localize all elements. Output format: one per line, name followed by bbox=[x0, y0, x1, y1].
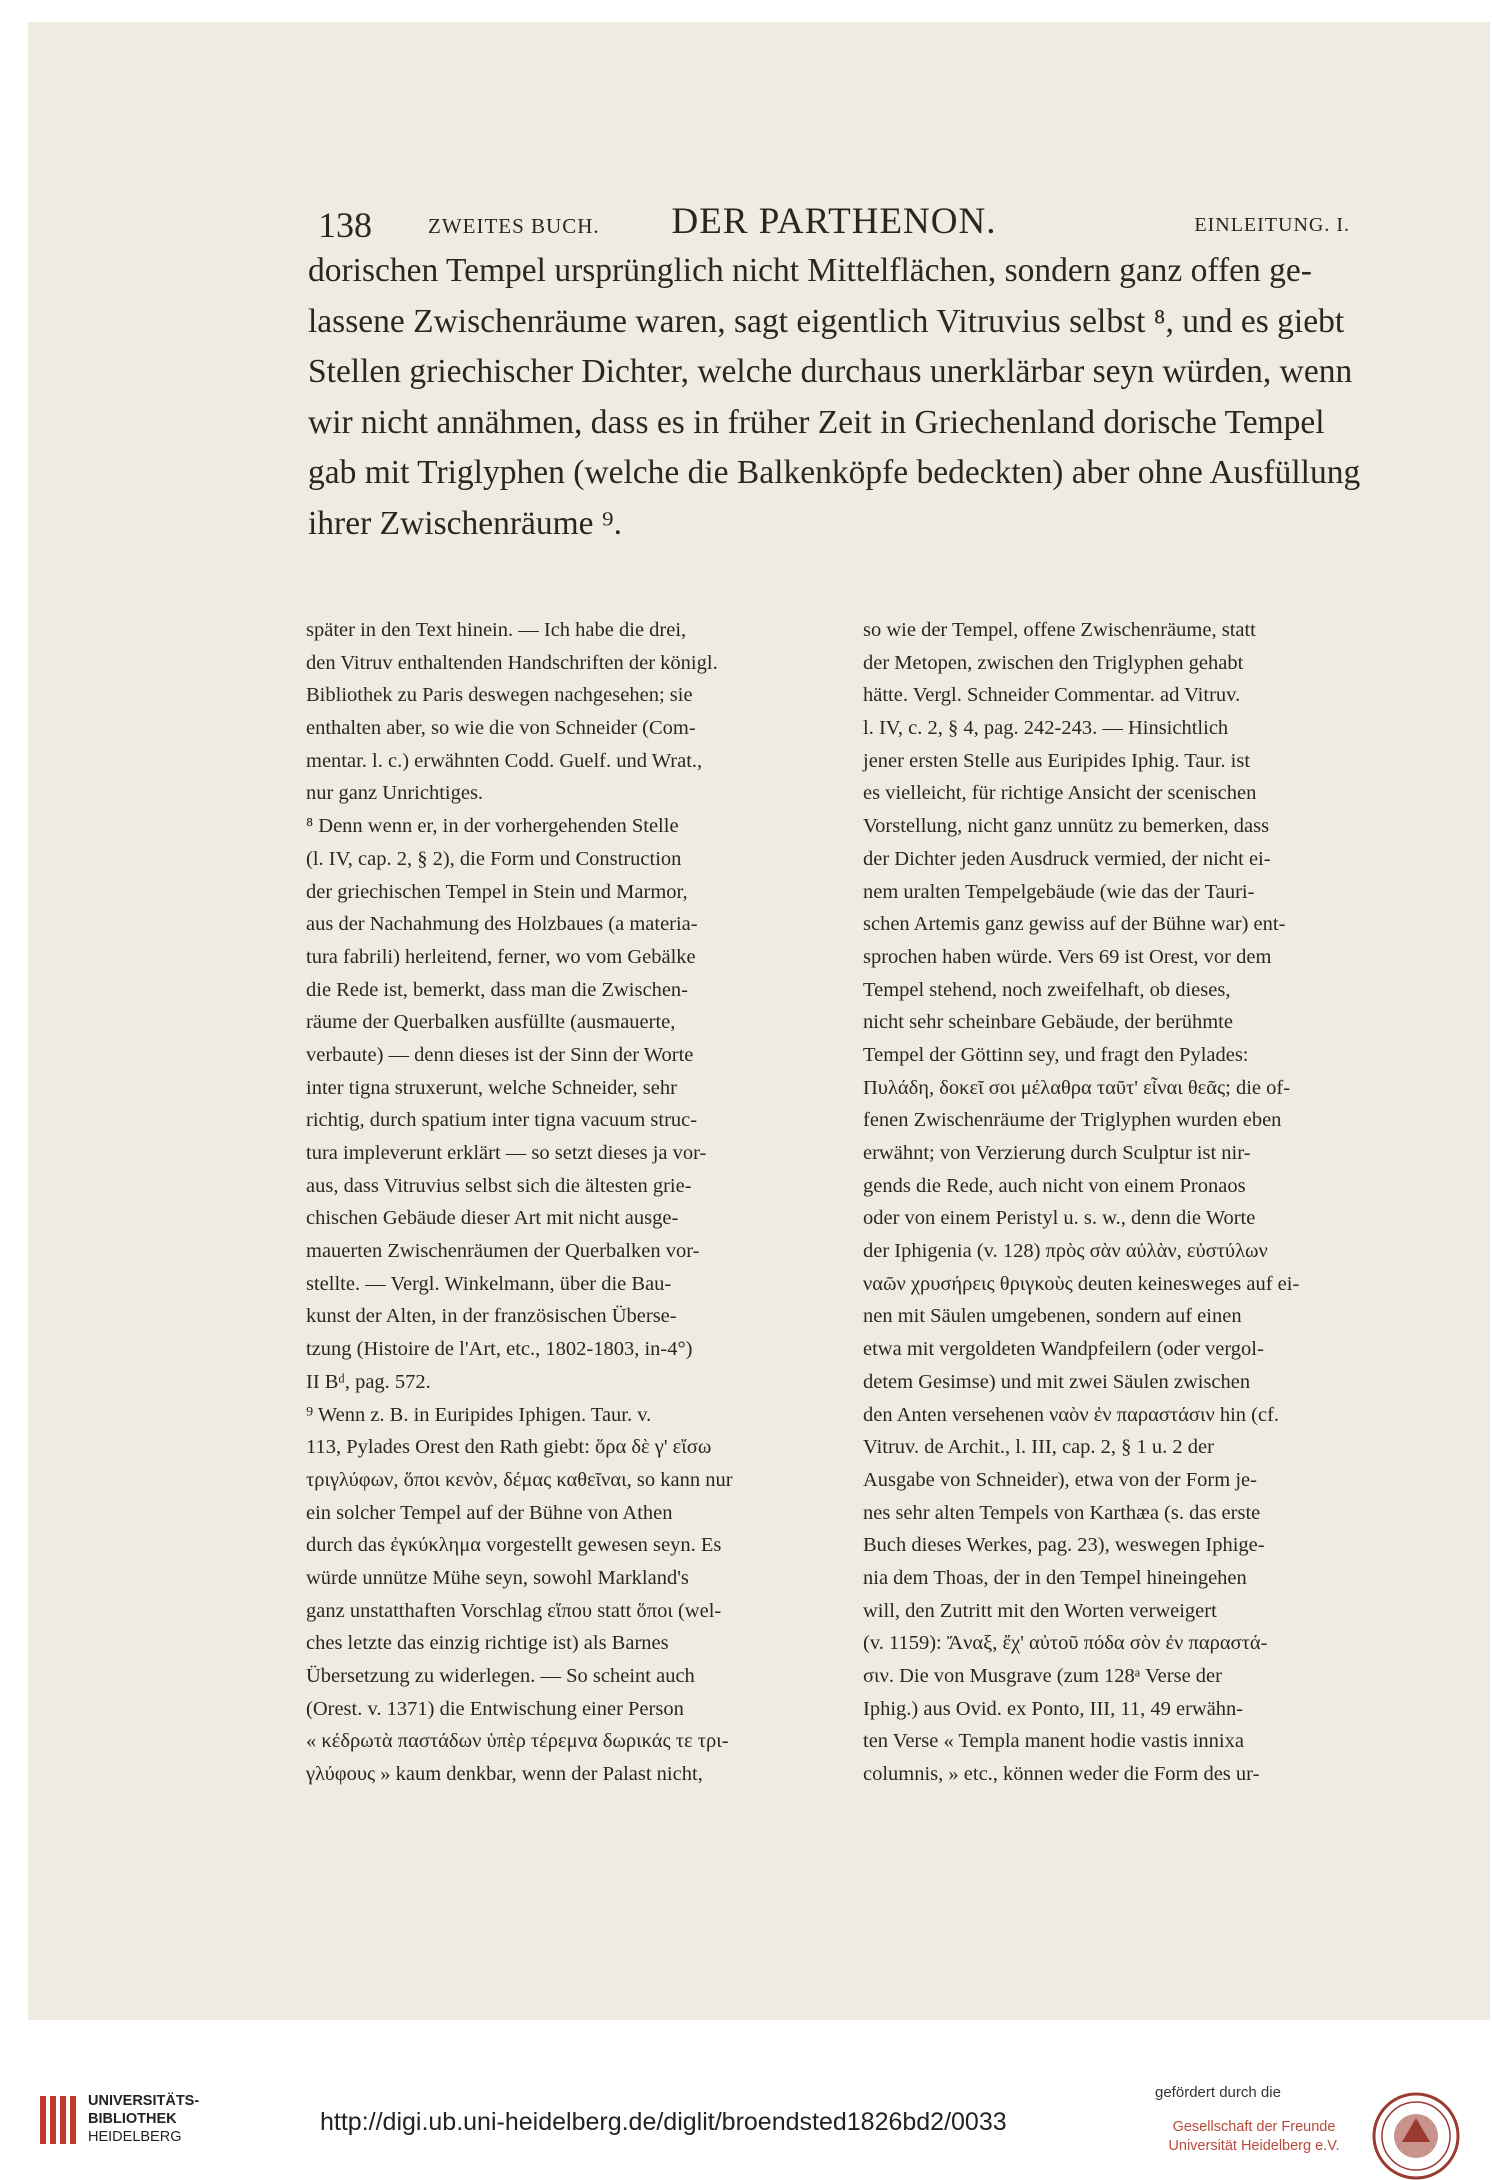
footnote-line: will, den Zutritt mit den Worten verweigert bbox=[863, 1599, 1217, 1622]
footnote-line: Übersetzung zu widerlegen. — So scheint auch bbox=[306, 1665, 695, 1687]
footnote-line: Bibliothek zu Paris deswegen nachgesehen; sie bbox=[306, 684, 693, 707]
footnote-line: Vorstellung, nicht ganz unnütz zu bemerken, dass bbox=[863, 815, 1270, 838]
footnote-line: « κέδρωτὰ παστάδων ὑπὲρ τέρεμνα δωρικάς τε τρι- bbox=[306, 1730, 729, 1753]
footnote-line: nicht sehr scheinbare Gebäude, der berühmte bbox=[863, 1011, 1233, 1034]
footnote-line: inter tigna struxerunt, welche Schneider, sehr bbox=[306, 1076, 677, 1099]
footnote-line: würde unnütze Mühe seyn, sowohl Markland's bbox=[306, 1566, 689, 1589]
footnote-line: kunst der Alten, in der französischen Überse- bbox=[306, 1305, 677, 1328]
footnote-line: γλύφους » kaum denkbar, wenn der Palast nicht, bbox=[306, 1763, 703, 1786]
footnote-line: Vitruv. de Archit., l. III, cap. 2, § 1 u. 2 der bbox=[863, 1436, 1214, 1459]
footnote-line: oder von einem Peristyl u. s. w., denn die Worte bbox=[863, 1207, 1256, 1230]
footnote-line: gends die Rede, auch nicht von einem Pronaos bbox=[863, 1174, 1246, 1197]
footnote-line: (l. IV, cap. 2, § 2), die Form und Construction bbox=[306, 847, 682, 870]
footnote-line: später in den Text hinein. — Ich habe die drei, bbox=[306, 619, 687, 641]
footnote-line: sprochen haben würde. Vers 69 ist Orest, vor dem bbox=[863, 945, 1272, 968]
sponsor-label: gefördert durch die bbox=[1155, 2084, 1281, 2101]
footnote-line: der Metopen, zwischen den Triglyphen gehabt bbox=[863, 651, 1244, 674]
footnote-line: columnis, » etc., können weder die Form des ur- bbox=[863, 1763, 1260, 1786]
text-line: dorischen Tempel ursprünglich nicht Mittelflächen, sondern ganz offen ge- bbox=[308, 252, 1312, 289]
footnote-line: tura fabrili) herleitend, ferner, wo vom Gebälke bbox=[306, 945, 696, 968]
footnote-line: ein solcher Tempel auf der Bühne von Athen bbox=[306, 1501, 673, 1524]
footnote-line: die Rede ist, bemerkt, dass man die Zwischen- bbox=[306, 978, 688, 1001]
footnote-line: etwa mit vergoldeten Wandpfeilern (oder vergol- bbox=[863, 1338, 1264, 1361]
footnote-line: ches letzte das einzig richtige ist) als Barnes bbox=[306, 1632, 669, 1655]
footnote-line: τριγλύφων, ὅποι κενὸν, δέμας καθεῖναι, so kann nur bbox=[306, 1468, 733, 1491]
footnote-line: Πυλάδη, δοκεῖ σοι μέλαθρα ταῦτ' εἶναι θεᾶς; die of- bbox=[863, 1076, 1291, 1099]
footnote-line: den Anten versehenen ναὸν ἐν παραστάσιν hin (cf. bbox=[863, 1403, 1280, 1426]
footnote-line: (v. 1159): Ἄναξ, ἔχ' αὐτοῦ πόδα σὸν ἐν παραστά- bbox=[863, 1632, 1268, 1655]
permalink-url[interactable]: http://digi.ub.uni-heidelberg.de/diglit/broendsted1826bd2/0033 bbox=[320, 2108, 1007, 2136]
footnotes-right-column bbox=[863, 614, 1378, 1791]
library-logo-icon bbox=[36, 2092, 80, 2148]
footnote-line: Tempel der Göttinn sey, und fragt den Pylades: bbox=[863, 1043, 1249, 1066]
footnote-line: l. IV, c. 2, § 4, pag. 242-243. — Hinsichtlich bbox=[863, 717, 1229, 740]
footnote-line: der Iphigenia (v. 128) πρὸς σὰν αὐλὰν, εὐστύλων bbox=[863, 1240, 1268, 1263]
footer-bar bbox=[0, 2064, 1492, 2180]
footnote-line: jener ersten Stelle aus Euripides Iphig. Taur. ist bbox=[863, 749, 1251, 772]
footnote-line: so wie der Tempel, offene Zwischenräume, statt bbox=[863, 619, 1256, 641]
footnote-line: erwähnt; von Verzierung durch Sculptur ist nir- bbox=[863, 1142, 1251, 1164]
footnote-line: (Orest. v. 1371) die Entwischung einer Person bbox=[306, 1697, 684, 1720]
footnote-line: Buch dieses Werkes, pag. 23), weswegen Iphige- bbox=[863, 1534, 1265, 1557]
footnote-line: Iphig.) aus Ovid. ex Ponto, III, 11, 49 erwähn- bbox=[863, 1697, 1244, 1720]
footnote-line: aus, dass Vitruvius selbst sich die ältesten grie- bbox=[306, 1174, 692, 1197]
footnote-line: es vielleicht, für richtige Ansicht der scenischen bbox=[863, 782, 1257, 805]
footnote-line: enthalten aber, so wie die von Schneider (Com- bbox=[306, 717, 696, 740]
section-label: EINLEITUNG. I. bbox=[1194, 214, 1350, 236]
footnote-line: nes sehr alten Tempels von Karthæa (s. das erste bbox=[863, 1501, 1261, 1524]
footnote-line: mauerten Zwischenräumen der Querbalken vor- bbox=[306, 1240, 700, 1263]
footnote-line: durch das ἐγκύκλημα vorgestellt gewesen seyn. Es bbox=[306, 1534, 722, 1557]
text-line: lassene Zwischenräume waren, sagt eigentlich Vitruvius selbst ⁸, und es giebt bbox=[308, 302, 1345, 340]
footnote-line: ganz unstatthaften Vorschlag εἴπου statt ὅποι (wel- bbox=[306, 1599, 722, 1622]
footnote-line: detem Gesimse) und mit zwei Säulen zwischen bbox=[863, 1370, 1251, 1393]
footnote-line: nur ganz Unrichtiges. bbox=[306, 782, 484, 805]
footnote-line: den Vitruv enthaltenden Handschriften der königl. bbox=[306, 651, 718, 674]
footnote-line: ten Verse « Templa manent hodie vastis innixa bbox=[863, 1730, 1244, 1753]
text-line: wir nicht annähmen, dass es in früher Zeit in Griechenland dorische Tempel bbox=[308, 403, 1325, 441]
footnote-line: tura impleverunt erklärt — so setzt dieses ja vor- bbox=[306, 1142, 707, 1164]
footnote-line: hätte. Vergl. Schneider Commentar. ad Vitruv. bbox=[863, 684, 1241, 707]
footnote-line: schen Artemis ganz gewiss auf der Bühne war) ent- bbox=[863, 913, 1286, 936]
text-line: gab mit Triglyphen (welche die Balkenköpfe bedeckten) aber ohne Ausfüllung bbox=[308, 454, 1361, 491]
footnote-line: mentar. l. c.) erwähnten Codd. Guelf. und Wrat., bbox=[306, 749, 703, 772]
footnote-line: tzung (Histoire de l'Art, etc., 1802-1803, in-4°) bbox=[306, 1338, 693, 1361]
footnote-line: aus der Nachahmung des Holzbaues (a materia- bbox=[306, 913, 698, 936]
footnote-line: nia dem Thoas, der in den Tempel hineingehen bbox=[863, 1566, 1247, 1589]
footnote-line: ⁸ Denn wenn er, in der vorhergehenden Stelle bbox=[306, 815, 679, 838]
footnote-line: richtig, durch spatium inter tigna vacuum struc- bbox=[306, 1109, 698, 1132]
footnote-line: ⁹ Wenn z. B. in Euripides Iphigen. Taur. v. bbox=[306, 1403, 652, 1426]
chapter-title: DER PARTHENON. bbox=[671, 201, 997, 242]
text-line: Stellen griechischer Dichter, welche durchaus unerklärbar seyn würden, wenn bbox=[308, 353, 1353, 390]
sponsor-name: Gesellschaft der Freunde Universität Heidelberg e.V. bbox=[1168, 2119, 1340, 2154]
running-head bbox=[318, 192, 1350, 248]
footnote-line: verbaute) — denn dieses ist der Sinn der Worte bbox=[306, 1043, 694, 1066]
footnote-line: der Dichter jeden Ausdruck vermied, der nicht ei- bbox=[863, 847, 1271, 870]
footnote-line: Tempel stehend, noch zweifelhaft, ob dieses, bbox=[863, 978, 1231, 1001]
footnotes-left-column bbox=[306, 614, 821, 1791]
footnote-line: der griechischen Tempel in Stein und Marmor, bbox=[306, 880, 688, 903]
scanned-book-page bbox=[28, 22, 1490, 2020]
university-seal-icon bbox=[1372, 2092, 1460, 2180]
text-line: ihrer Zwischenräume ⁹. bbox=[308, 504, 622, 542]
footnote-line: nem uralten Tempelgebäude (wie das der Tauri- bbox=[863, 880, 1255, 903]
footnote-line: räume der Querbalken ausfüllte (ausmauerte, bbox=[306, 1011, 676, 1034]
footnote-line: σιν. Die von Musgrave (zum 128ᵃ Verse der bbox=[863, 1665, 1222, 1687]
footnote-line: ναῶν χρυσήρεις θριγκοὺς deuten keinesweges auf ei- bbox=[863, 1272, 1300, 1295]
footnote-line: stellte. — Vergl. Winkelmann, über die Bau- bbox=[306, 1272, 672, 1295]
footnote-line: 113, Pylades Orest den Rath giebt: ὅρα δὲ γ' εἴσω bbox=[306, 1436, 712, 1459]
book-label: ZWEITES BUCH. bbox=[428, 214, 600, 238]
library-name: UNIVERSITÄTS- BIBLIOTHEK HEIDELBERG bbox=[88, 2093, 200, 2145]
main-body-text bbox=[308, 246, 1361, 549]
footnote-line: fenen Zwischenräume der Triglyphen wurden eben bbox=[863, 1109, 1282, 1132]
footnote-line: II Bᵈ, pag. 572. bbox=[306, 1370, 431, 1393]
footnote-line: nen mit Säulen umgebenen, sondern auf einen bbox=[863, 1305, 1242, 1328]
footnote-line: Ausgabe von Schneider), etwa von der Form je- bbox=[863, 1468, 1257, 1491]
page-number: 138 bbox=[318, 205, 372, 245]
footnote-line: chischen Gebäude dieser Art mit nicht ausge- bbox=[306, 1207, 679, 1230]
